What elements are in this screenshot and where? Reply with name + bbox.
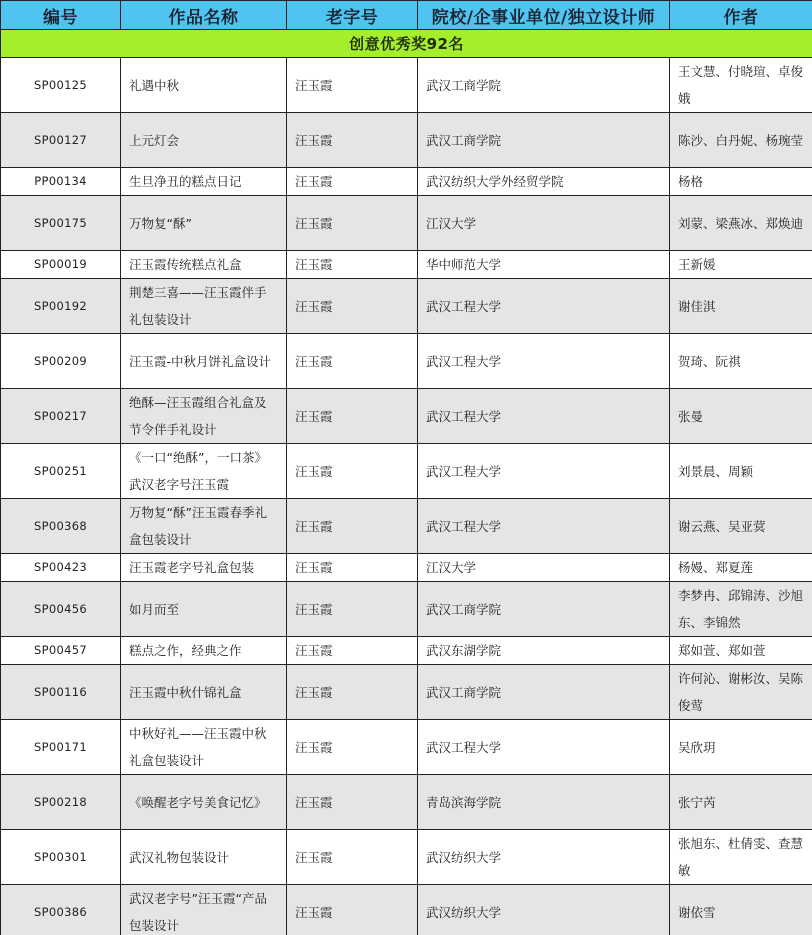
cell-title: 如月而至	[121, 582, 287, 637]
header-author: 作者	[670, 1, 812, 30]
cell-brand: 汪玉霞	[287, 58, 418, 113]
header-org: 院校/企事业单位/独立设计师	[418, 1, 670, 30]
cell-brand: 汪玉霞	[287, 775, 418, 830]
cell-org: 武汉工程大学	[418, 334, 670, 389]
cell-author: 许何沁、谢彬汝、吴陈俊莺	[670, 665, 812, 720]
cell-title: 汪玉霞老字号礼盒包装	[121, 554, 287, 582]
cell-code: SP00456	[1, 582, 121, 637]
table-row	[1, 582, 812, 637]
cell-brand: 汪玉霞	[287, 830, 418, 885]
cell-title: 上元灯会	[121, 113, 287, 168]
cell-code: SP00217	[1, 389, 121, 444]
cell-author: 吴欣玥	[670, 720, 812, 775]
cell-title: 荆楚三喜——汪玉霞伴手礼包装设计	[121, 279, 287, 334]
cell-title: 万物复“酥”汪玉霞春季礼盒包装设计	[121, 499, 287, 554]
table-row	[1, 389, 812, 444]
cell-title: 武汉礼物包装设计	[121, 830, 287, 885]
cell-author: 张曼	[670, 389, 812, 444]
cell-org: 江汉大学	[418, 196, 670, 251]
cell-author: 陈沙、白丹妮、杨琬莹	[670, 113, 812, 168]
cell-brand: 汪玉霞	[287, 196, 418, 251]
cell-code: SP00171	[1, 720, 121, 775]
cell-code: SP00175	[1, 196, 121, 251]
table-header	[1, 1, 812, 30]
cell-org: 武汉工商学院	[418, 582, 670, 637]
cell-author: 杨嫚、郑夏莲	[670, 554, 812, 582]
cell-brand: 汪玉霞	[287, 637, 418, 665]
cell-org: 武汉纺织大学	[418, 885, 670, 935]
cell-code: SP00125	[1, 58, 121, 113]
cell-code: SP00423	[1, 554, 121, 582]
cell-org: 武汉工程大学	[418, 389, 670, 444]
cell-author: 王新媛	[670, 251, 812, 279]
cell-org: 武汉纺织大学	[418, 830, 670, 885]
table-row	[1, 665, 812, 720]
cell-author: 李梦冉、邱锦涛、沙旭东、李锦然	[670, 582, 812, 637]
cell-title: 礼遇中秋	[121, 58, 287, 113]
cell-title: 生旦净丑的糕点日记	[121, 168, 287, 196]
table-row	[1, 499, 812, 554]
cell-code: SP00209	[1, 334, 121, 389]
table-row	[1, 885, 812, 935]
cell-brand: 汪玉霞	[287, 554, 418, 582]
cell-brand: 汪玉霞	[287, 334, 418, 389]
cell-org: 武汉东湖学院	[418, 637, 670, 665]
cell-author: 刘景晨、周颖	[670, 444, 812, 499]
cell-brand: 汪玉霞	[287, 251, 418, 279]
table-row	[1, 444, 812, 499]
cell-author: 刘蒙、梁燕冰、郑焕迪	[670, 196, 812, 251]
table-row	[1, 58, 812, 113]
cell-org: 武汉工程大学	[418, 499, 670, 554]
cell-org: 武汉工程大学	[418, 444, 670, 499]
cell-author: 谢佳淇	[670, 279, 812, 334]
cell-org: 武汉工商学院	[418, 665, 670, 720]
header-brand: 老字号	[287, 1, 418, 30]
cell-author: 谢依雪	[670, 885, 812, 935]
cell-brand: 汪玉霞	[287, 389, 418, 444]
cell-code: SP00251	[1, 444, 121, 499]
header-title: 作品名称	[121, 1, 287, 30]
cell-brand: 汪玉霞	[287, 885, 418, 935]
cell-code: SP00218	[1, 775, 121, 830]
cell-brand: 汪玉霞	[287, 444, 418, 499]
cell-title: 糕点之作，经典之作	[121, 637, 287, 665]
cell-brand: 汪玉霞	[287, 720, 418, 775]
table-row	[1, 251, 812, 279]
table-row	[1, 775, 812, 830]
table-row	[1, 168, 812, 196]
cell-title: 《唤醒老字号美食记忆》	[121, 775, 287, 830]
cell-code: SP00116	[1, 665, 121, 720]
cell-org: 武汉工商学院	[418, 58, 670, 113]
cell-title: 绝酥—汪玉霞组合礼盒及节令伴手礼设计	[121, 389, 287, 444]
table-row	[1, 637, 812, 665]
table-row	[1, 334, 812, 389]
cell-brand: 汪玉霞	[287, 582, 418, 637]
table-row	[1, 830, 812, 885]
cell-title: 汪玉霞传统糕点礼盒	[121, 251, 287, 279]
cell-author: 张宁芮	[670, 775, 812, 830]
cell-brand: 汪玉霞	[287, 279, 418, 334]
cell-code: SP00368	[1, 499, 121, 554]
cell-brand: 汪玉霞	[287, 168, 418, 196]
cell-code: SP00192	[1, 279, 121, 334]
cell-org: 华中师范大学	[418, 251, 670, 279]
header-code: 编号	[1, 1, 121, 30]
table-row	[1, 279, 812, 334]
cell-code: SP00019	[1, 251, 121, 279]
cell-brand: 汪玉霞	[287, 499, 418, 554]
cell-code: SP00386	[1, 885, 121, 935]
cell-title: 汪玉霞-中秋月饼礼盒设计	[121, 334, 287, 389]
cell-org: 武汉工程大学	[418, 279, 670, 334]
table-row	[1, 720, 812, 775]
cell-author: 王文慧、付晓瑄、卓俊娥	[670, 58, 812, 113]
cell-author: 郑如萱、郑如萱	[670, 637, 812, 665]
cell-code: SP00127	[1, 113, 121, 168]
table-row	[1, 196, 812, 251]
cell-title: 万物复“酥”	[121, 196, 287, 251]
cell-author: 贺琦、阮祺	[670, 334, 812, 389]
section-title: 创意优秀奖92名	[1, 30, 812, 58]
cell-org: 武汉工程大学	[418, 720, 670, 775]
section-row	[1, 30, 812, 58]
cell-author: 杨格	[670, 168, 812, 196]
cell-author: 张旭东、杜倩雯、查慧敏	[670, 830, 812, 885]
table-row	[1, 113, 812, 168]
cell-org: 江汉大学	[418, 554, 670, 582]
cell-brand: 汪玉霞	[287, 665, 418, 720]
cell-org: 武汉工商学院	[418, 113, 670, 168]
table-row	[1, 554, 812, 582]
cell-org: 青岛滨海学院	[418, 775, 670, 830]
header-row	[1, 1, 812, 30]
cell-brand: 汪玉霞	[287, 113, 418, 168]
cell-org: 武汉纺织大学外经贸学院	[418, 168, 670, 196]
cell-title: 武汉老字号”汪玉霞“产品包装设计	[121, 885, 287, 935]
cell-code: PP00134	[1, 168, 121, 196]
cell-title: 《一口“绝酥”，一口茶》武汉老字号汪玉霞	[121, 444, 287, 499]
cell-title: 中秋好礼——汪玉霞中秋礼盒包装设计	[121, 720, 287, 775]
table-body	[1, 30, 812, 935]
cell-author: 谢云燕、吴亚蓂	[670, 499, 812, 554]
cell-title: 汪玉霞中秋什锦礼盒	[121, 665, 287, 720]
cell-code: SP00457	[1, 637, 121, 665]
cell-code: SP00301	[1, 830, 121, 885]
